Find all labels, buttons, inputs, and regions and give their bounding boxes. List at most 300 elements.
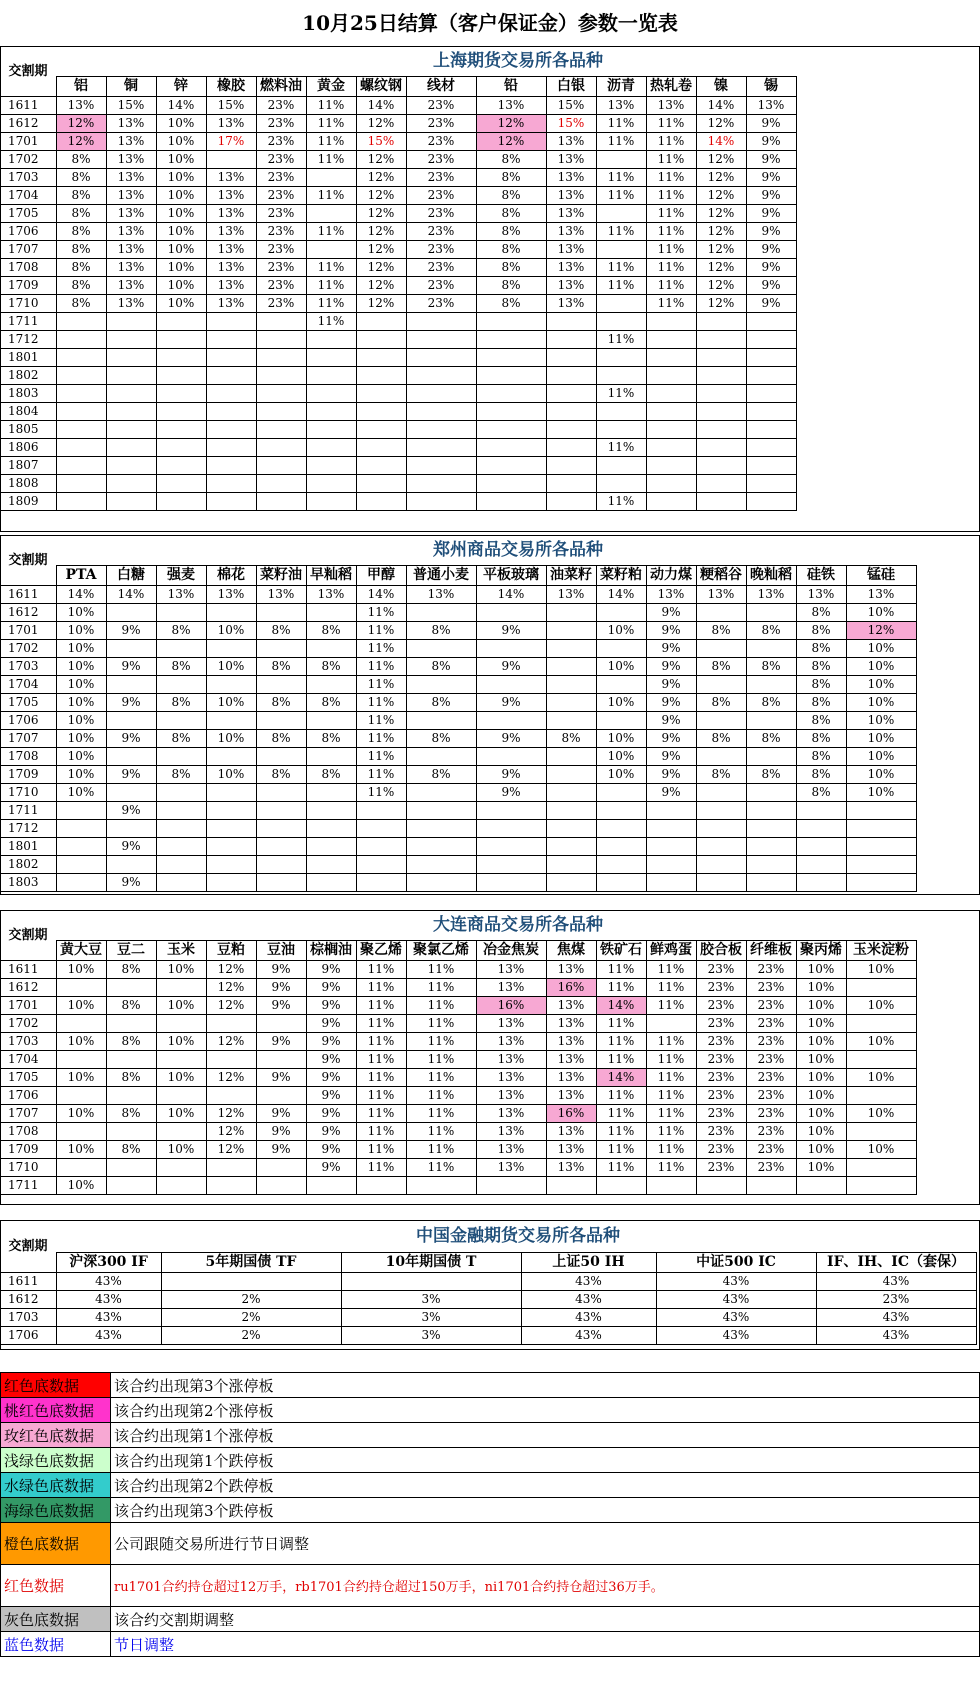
legend-row [1,1373,980,1398]
margin-cell [746,856,796,874]
margin-cell: 12% [206,961,256,979]
margin-table [0,1252,977,1345]
table-row [0,694,916,712]
margin-cell: 10% [56,1141,106,1159]
margin-cell [106,856,156,874]
margin-cell: 12% [696,295,746,313]
margin-cell [406,493,476,511]
margin-cell: 13% [106,205,156,223]
table-row [0,730,916,748]
margin-cell [596,838,646,856]
margin-cell: 10% [846,658,916,676]
margin-cell: 10% [156,295,206,313]
margin-cell: 11% [646,961,696,979]
margin-cell [646,820,696,838]
margin-cell: 12% [696,241,746,259]
margin-cell: 8% [106,961,156,979]
margin-cell: 9% [106,874,156,892]
contract-month-cell: 1707 [0,730,56,748]
column-header: 线材 [406,77,476,97]
contract-month-cell: 1702 [0,640,56,658]
column-header: 镍 [696,77,746,97]
margin-cell [646,493,696,511]
section-heading: 大连商品交易所各品种 [433,915,603,935]
margin-cell: 23% [746,1105,796,1123]
margin-cell: 11% [646,1123,696,1141]
margin-cell: 11% [356,604,406,622]
margin-cell: 8% [56,223,106,241]
margin-cell [696,820,746,838]
margin-cell: 13% [106,295,156,313]
margin-cell: 10% [846,712,916,730]
contract-month-cell: 1612 [0,604,56,622]
contract-month-cell: 1612 [0,1291,56,1309]
margin-cell [256,1015,306,1033]
margin-cell [56,457,106,475]
margin-cell [256,475,306,493]
margin-cell: 8% [696,766,746,784]
margin-cell [406,331,476,349]
table-row [0,367,796,385]
margin-cell [476,475,546,493]
contract-month-cell: 1807 [0,457,56,475]
margin-cell: 12% [356,259,406,277]
column-header: 黄大豆 [56,941,106,961]
margin-cell: 13% [476,1141,546,1159]
margin-cell [696,367,746,385]
margin-cell [56,385,106,403]
margin-cell [546,349,596,367]
dce-section [0,910,980,1205]
margin-cell [356,457,406,475]
column-header: 强麦 [156,566,206,586]
contract-month-cell: 1806 [0,439,56,457]
margin-cell: 8% [156,622,206,640]
margin-cell [646,802,696,820]
margin-cell [206,1177,256,1195]
margin-cell: 11% [306,115,356,133]
margin-cell [796,838,846,856]
margin-cell: 13% [476,1015,546,1033]
margin-cell: 2% [161,1291,341,1309]
margin-cell: 10% [596,766,646,784]
margin-cell [546,622,596,640]
column-header: 粳稻谷 [696,566,746,586]
margin-cell: 10% [796,1051,846,1069]
margin-cell [106,367,156,385]
margin-cell [256,1051,306,1069]
margin-cell [256,457,306,475]
margin-cell [156,640,206,658]
margin-cell: 13% [106,241,156,259]
margin-cell [406,748,476,766]
margin-cell: 11% [356,622,406,640]
margin-cell [256,331,306,349]
margin-cell [846,1123,916,1141]
margin-cell [156,439,206,457]
margin-cell: 11% [596,277,646,295]
margin-cell: 8% [56,205,106,223]
margin-cell: 13% [256,586,306,604]
margin-cell: 23% [256,205,306,223]
margin-cell: 16% [476,997,546,1015]
column-header: 普通小麦 [406,566,476,586]
margin-cell [156,712,206,730]
margin-cell: 23% [406,97,476,115]
margin-cell: 11% [406,1159,476,1177]
margin-cell: 9% [306,1105,356,1123]
column-header: 玉米淀粉 [846,941,916,961]
margin-cell: 43% [521,1273,656,1291]
margin-cell: 9% [746,151,796,169]
margin-cell: 8% [106,1033,156,1051]
margin-cell: 9% [256,1141,306,1159]
table-row [0,766,916,784]
legend-row [1,1423,980,1448]
margin-cell: 11% [356,766,406,784]
column-header: 聚乙烯 [356,941,406,961]
margin-cell [356,874,406,892]
margin-cell: 13% [546,133,596,151]
margin-cell: 15% [206,97,256,115]
margin-cell: 43% [56,1291,161,1309]
margin-cell [696,403,746,421]
margin-cell [546,766,596,784]
margin-cell: 23% [406,295,476,313]
margin-cell [746,349,796,367]
table-row [0,169,796,187]
contract-month-cell: 1611 [0,961,56,979]
margin-cell [306,367,356,385]
margin-cell [156,676,206,694]
contract-month-cell: 1803 [0,874,56,892]
margin-cell [106,349,156,367]
margin-cell [306,676,356,694]
margin-cell: 11% [646,979,696,997]
contract-month-cell: 1708 [0,259,56,277]
column-header: 铝 [56,77,106,97]
margin-cell [256,367,306,385]
margin-cell: 9% [306,1087,356,1105]
margin-cell: 15% [546,115,596,133]
margin-cell: 15% [546,97,596,115]
margin-cell: 13% [746,97,796,115]
margin-cell: 9% [746,133,796,151]
margin-cell [696,604,746,622]
legend-swatch-label: 海绿色底数据 [1,1498,111,1523]
margin-cell [696,1177,746,1195]
margin-cell: 8% [796,766,846,784]
margin-cell: 11% [406,1051,476,1069]
margin-cell [476,676,546,694]
margin-cell [256,493,306,511]
margin-cell: 11% [306,97,356,115]
table-row [0,1273,976,1291]
table-row [0,205,796,223]
legend-description: 节日调整 [111,1632,980,1657]
margin-cell: 11% [596,979,646,997]
column-header: 豆油 [256,941,306,961]
margin-cell [596,349,646,367]
margin-cell [746,475,796,493]
margin-cell: 17% [206,133,256,151]
margin-cell [306,457,356,475]
margin-cell: 11% [596,223,646,241]
margin-cell [106,331,156,349]
margin-cell: 8% [796,622,846,640]
margin-cell: 9% [256,997,306,1015]
margin-cell: 13% [106,223,156,241]
table-row [0,1069,916,1087]
column-header: 甲醇 [356,566,406,586]
margin-cell [156,1177,206,1195]
margin-cell: 10% [156,169,206,187]
margin-cell [206,367,256,385]
delivery-period-label: 交割期 [8,64,48,79]
margin-cell: 9% [106,658,156,676]
margin-cell: 8% [106,997,156,1015]
margin-cell: 12% [206,1033,256,1051]
margin-cell: 13% [206,241,256,259]
margin-cell: 11% [306,151,356,169]
margin-cell: 13% [546,586,596,604]
table-row [0,1141,916,1159]
margin-cell: 8% [696,730,746,748]
margin-cell [306,748,356,766]
table-row [0,1033,916,1051]
margin-cell [646,331,696,349]
margin-cell [306,802,356,820]
margin-cell [596,604,646,622]
margin-cell: 23% [406,187,476,205]
margin-cell [476,748,546,766]
margin-cell [256,874,306,892]
column-header: 中证500 IC [656,1253,816,1273]
margin-cell [546,676,596,694]
margin-cell [256,640,306,658]
margin-cell [256,856,306,874]
margin-cell: 12% [206,1141,256,1159]
margin-cell: 9% [256,979,306,997]
column-header: 动力煤 [646,566,696,586]
margin-cell [596,676,646,694]
margin-cell: 14% [356,97,406,115]
table-row [0,259,796,277]
margin-cell [206,331,256,349]
margin-cell: 12% [56,115,106,133]
margin-cell [746,1177,796,1195]
margin-cell: 10% [56,730,106,748]
header-blank-cell [0,77,56,97]
margin-cell: 9% [106,802,156,820]
margin-cell: 3% [341,1291,521,1309]
margin-cell: 13% [206,223,256,241]
margin-cell: 9% [646,784,696,802]
margin-cell: 11% [646,1105,696,1123]
margin-cell [256,1159,306,1177]
margin-cell: 23% [746,1015,796,1033]
margin-cell: 14% [596,1069,646,1087]
table-row [0,712,916,730]
margin-cell [596,712,646,730]
table-row [0,97,796,115]
table-row [0,1105,916,1123]
margin-cell: 9% [476,784,546,802]
contract-month-cell: 1611 [0,586,56,604]
margin-cell: 11% [306,313,356,331]
margin-cell [596,784,646,802]
margin-cell: 9% [476,622,546,640]
margin-cell [206,676,256,694]
margin-cell: 10% [56,622,106,640]
margin-cell: 10% [796,1159,846,1177]
margin-cell: 12% [356,241,406,259]
margin-cell [846,979,916,997]
margin-cell: 43% [816,1273,976,1291]
contract-month-cell: 1704 [0,187,56,205]
section-heading: 中国金融期货交易所各品种 [416,1226,620,1246]
margin-cell: 13% [56,97,106,115]
margin-cell: 11% [596,331,646,349]
contract-month-cell: 1703 [0,658,56,676]
margin-cell [106,1087,156,1105]
table-row [0,820,916,838]
margin-cell [56,874,106,892]
margin-cell [156,838,206,856]
margin-cell: 23% [256,277,306,295]
margin-cell [156,604,206,622]
margin-cell [256,712,306,730]
margin-cell [106,748,156,766]
margin-cell: 23% [406,205,476,223]
margin-cell: 8% [696,622,746,640]
margin-cell: 13% [596,97,646,115]
margin-cell: 10% [846,1069,916,1087]
margin-cell: 10% [796,1033,846,1051]
table-row [0,1327,976,1345]
margin-cell [406,421,476,439]
legend-swatch-label: 红色数据 [1,1565,111,1607]
margin-cell: 14% [596,586,646,604]
margin-cell [56,1123,106,1141]
margin-cell: 13% [106,169,156,187]
margin-cell: 8% [106,1105,156,1123]
column-header: 上证50 IH [521,1253,656,1273]
margin-cell: 8% [256,694,306,712]
margin-cell: 23% [406,169,476,187]
margin-cell [156,1051,206,1069]
margin-cell: 23% [406,241,476,259]
margin-cell [546,331,596,349]
margin-cell: 14% [106,586,156,604]
table-row [0,493,796,511]
margin-cell: 13% [546,205,596,223]
margin-cell [796,874,846,892]
margin-cell: 14% [356,586,406,604]
margin-cell: 9% [646,622,696,640]
column-header: 硅铁 [796,566,846,586]
margin-cell: 10% [846,1033,916,1051]
margin-cell [206,712,256,730]
contract-month-cell: 1709 [0,766,56,784]
margin-cell: 23% [746,1123,796,1141]
margin-cell: 8% [796,730,846,748]
margin-cell: 11% [646,133,696,151]
contract-month-cell: 1708 [0,748,56,766]
margin-cell: 12% [356,205,406,223]
margin-cell [406,457,476,475]
margin-cell: 10% [56,766,106,784]
contract-month-cell: 1706 [0,1327,56,1345]
margin-cell: 23% [696,997,746,1015]
margin-cell: 10% [596,622,646,640]
margin-cell: 13% [546,187,596,205]
margin-cell: 10% [796,1087,846,1105]
margin-cell: 13% [206,295,256,313]
margin-cell [406,349,476,367]
margin-cell: 23% [696,1051,746,1069]
legend-description: 该合约出现第2个涨停板 [111,1398,980,1423]
margin-cell: 13% [106,151,156,169]
margin-cell: 23% [256,187,306,205]
margin-cell: 23% [256,223,306,241]
margin-cell: 11% [596,1051,646,1069]
legend-row [1,1632,980,1657]
margin-cell: 23% [256,169,306,187]
margin-cell: 13% [546,1033,596,1051]
margin-cell [256,820,306,838]
margin-cell: 9% [646,604,696,622]
margin-cell: 3% [341,1327,521,1345]
margin-cell [106,1159,156,1177]
margin-cell: 13% [646,586,696,604]
contract-month-cell: 1701 [0,997,56,1015]
margin-cell [356,331,406,349]
margin-cell [406,604,476,622]
margin-cell [746,784,796,802]
column-header: 白糖 [106,566,156,586]
margin-cell: 11% [356,640,406,658]
table-row [0,997,916,1015]
column-header: 棉花 [206,566,256,586]
margin-cell: 11% [356,1015,406,1033]
margin-cell: 13% [476,1123,546,1141]
margin-cell: 43% [56,1273,161,1291]
margin-cell: 13% [476,1069,546,1087]
margin-cell: 9% [306,1069,356,1087]
table-row [0,748,916,766]
margin-cell [156,313,206,331]
margin-cell [56,439,106,457]
margin-cell: 11% [596,439,646,457]
margin-cell: 13% [546,151,596,169]
margin-cell: 11% [356,1069,406,1087]
margin-cell: 12% [356,115,406,133]
margin-cell [696,493,746,511]
margin-cell [596,820,646,838]
margin-cell: 9% [646,748,696,766]
margin-cell [156,856,206,874]
margin-cell: 8% [796,676,846,694]
margin-cell [306,640,356,658]
margin-cell: 43% [521,1327,656,1345]
contract-month-cell: 1701 [0,622,56,640]
margin-cell [796,1177,846,1195]
margin-cell: 10% [846,766,916,784]
margin-cell: 9% [306,961,356,979]
margin-cell: 11% [306,223,356,241]
margin-cell [646,475,696,493]
